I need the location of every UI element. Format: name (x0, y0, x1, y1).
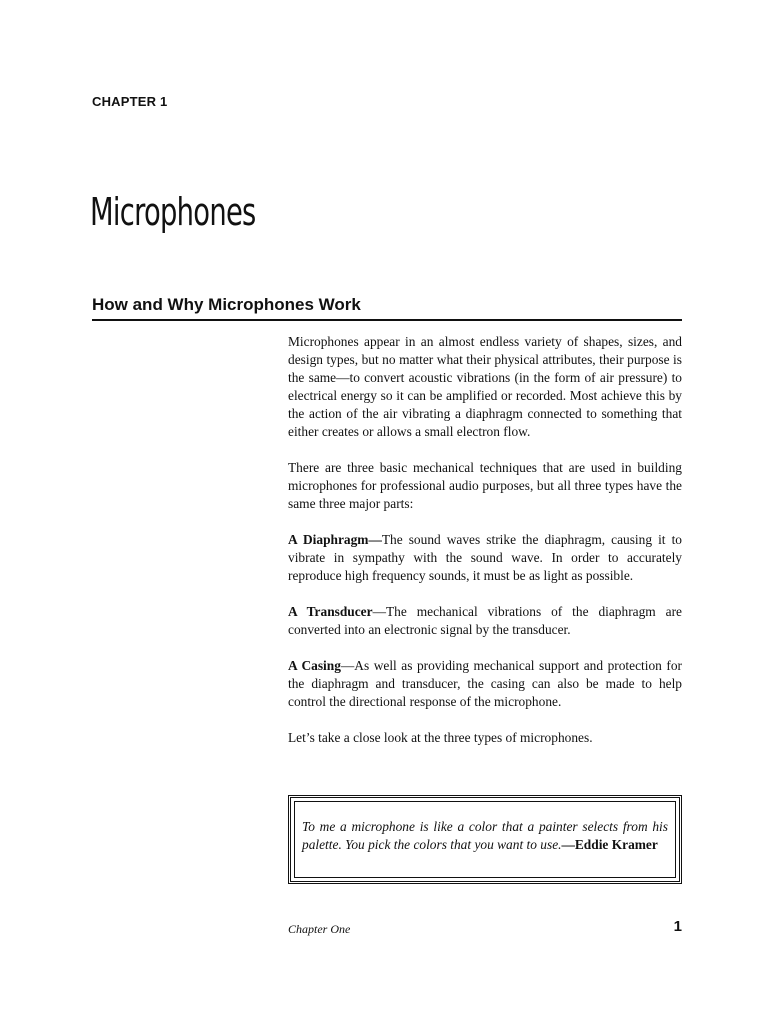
chapter-title: Microphones (90, 190, 256, 234)
part-casing (288, 657, 682, 711)
quote-text: To me a microphone is like a color that a painter selects from his palette. You pick the colors that you want to use. (302, 819, 668, 852)
page-number: 1 (673, 918, 682, 935)
quote-text-block (302, 818, 668, 854)
part-description: —The mechanical vibrations of the diaphragm are converted into an electronic signal by the transducer. (288, 604, 682, 637)
part-transducer (288, 603, 682, 639)
part-term: A Diaphragm— (288, 532, 382, 547)
part-description: —As well as providing mechanical support and protection for the diaphragm and transducer, the casing can also be made to help control the directional response of the microphone. (288, 658, 683, 709)
quote-author: —Eddie Kramer (561, 837, 658, 852)
techniques-paragraph: There are three basic mechanical techniques that are used in building microphones for professional audio purposes, but all three types have the same three major parts: (288, 460, 682, 511)
closing-paragraph: Let’s take a close look at the three types of microphones. (288, 730, 593, 745)
chapter-label: CHAPTER 1 (92, 94, 168, 109)
footer-label: Chapter One (288, 922, 351, 936)
body-column (288, 333, 682, 765)
intro-paragraph: Microphones appear in an almost endless variety of shapes, sizes, and design types, but no matter what their physical attributes, their purpose is the same—to convert acoustic vibrations (in the form of air pressure) to electrical energy so it can be amplified or recorded. Most achieve this by the action of the air vibrating a diaphragm connected to something that either creates or allows a small electron flow. (288, 334, 682, 439)
part-term: A Casing (288, 658, 341, 673)
section-heading: How and Why Microphones Work (92, 293, 682, 321)
part-description: The sound waves strike the diaphragm, causing it to vibrate in sympathy with the sound wave. In order to accurately reproduce high frequency sounds, it must be as light as possible. (288, 532, 682, 583)
part-diaphragm (288, 531, 682, 585)
part-term: A Transducer (288, 604, 373, 619)
quote-box (288, 795, 682, 884)
